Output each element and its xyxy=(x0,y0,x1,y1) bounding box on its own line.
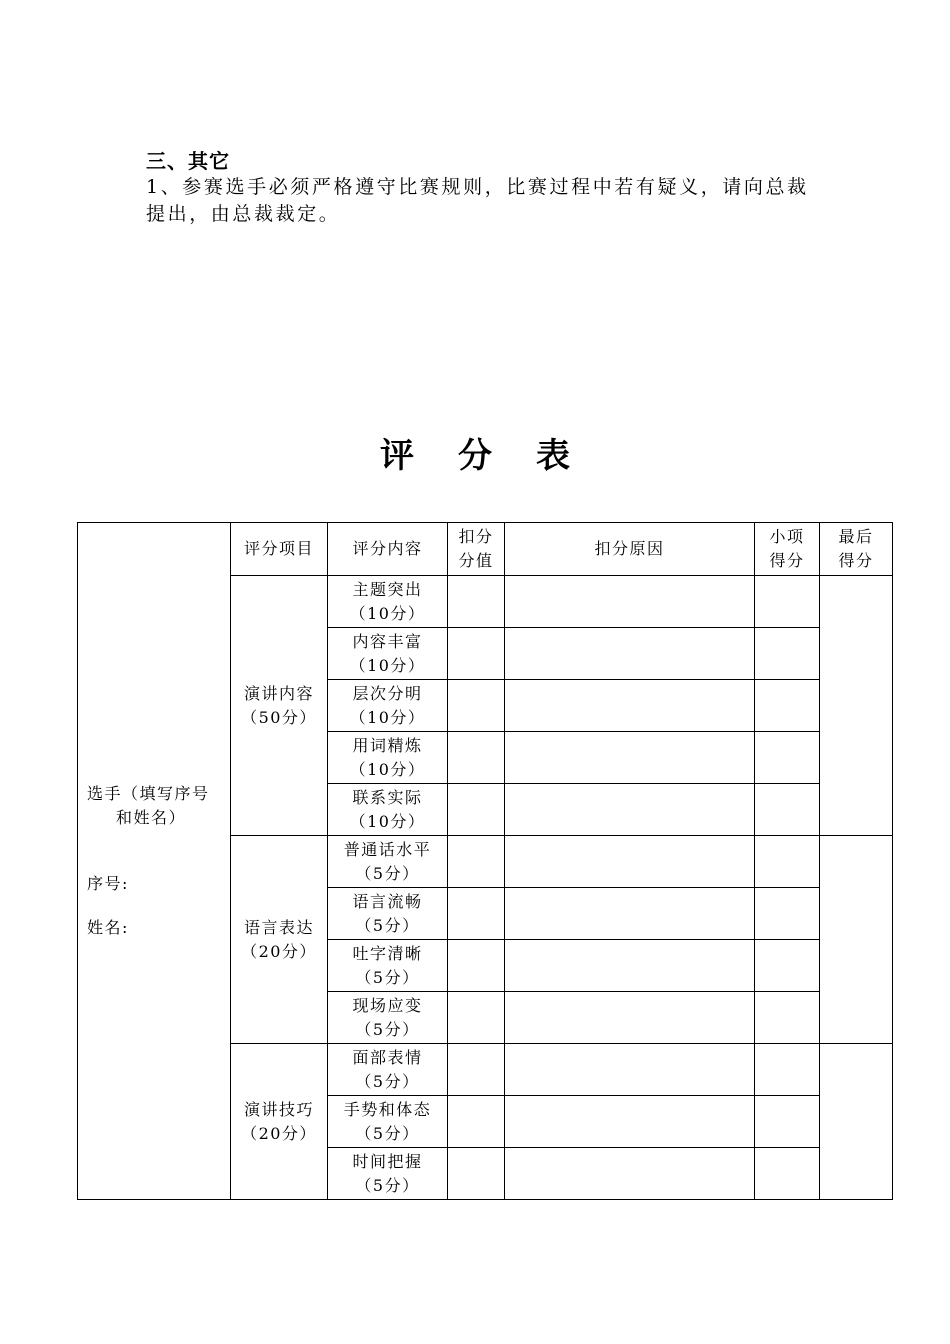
sub-score-cell[interactable] xyxy=(755,628,820,680)
title-char: 表 xyxy=(536,436,570,476)
group-item-cell: 演讲内容 （50分） xyxy=(231,576,328,836)
player-info-cell[interactable] xyxy=(78,523,231,1200)
deduct-value-cell[interactable] xyxy=(448,992,505,1044)
sub-score-cell[interactable] xyxy=(755,940,820,992)
deduct-value-cell[interactable] xyxy=(448,1096,505,1148)
criterion-cell: 手势和体态 （5分） xyxy=(328,1096,448,1148)
deduct-value-cell[interactable] xyxy=(448,888,505,940)
deduct-value-cell[interactable] xyxy=(448,680,505,732)
sub-score-cell[interactable] xyxy=(755,784,820,836)
score-table xyxy=(77,522,893,1200)
header-deduct-value: 扣分 分值 xyxy=(448,523,505,576)
sub-score-cell[interactable] xyxy=(755,1096,820,1148)
deduct-value-cell[interactable] xyxy=(448,1044,505,1096)
page-title xyxy=(0,428,950,477)
deduct-value-cell[interactable] xyxy=(448,784,505,836)
deduct-reason-cell[interactable] xyxy=(505,576,755,628)
section-heading: 三、其它 xyxy=(146,149,230,173)
sub-score-cell[interactable] xyxy=(755,1044,820,1096)
deduct-value-cell[interactable] xyxy=(448,836,505,888)
deduct-reason-cell[interactable] xyxy=(505,732,755,784)
title-char: 评 xyxy=(380,436,414,476)
deduct-reason-cell[interactable] xyxy=(505,784,755,836)
header-deduct-reason: 扣分原因 xyxy=(505,523,755,576)
header-item: 评分项目 xyxy=(231,523,328,576)
deduct-reason-cell[interactable] xyxy=(505,1044,755,1096)
criterion-cell: 时间把握 （5分） xyxy=(328,1148,448,1200)
group-item-cell: 语言表达 （20分） xyxy=(231,836,328,1044)
sub-score-cell[interactable] xyxy=(755,732,820,784)
sub-score-cell[interactable] xyxy=(755,576,820,628)
criterion-cell: 现场应变 （5分） xyxy=(328,992,448,1044)
player-label: 选手（填写序号 xyxy=(87,784,210,803)
header-sub-score: 小项 得分 xyxy=(755,523,820,576)
deduct-value-cell[interactable] xyxy=(448,576,505,628)
final-score-cell[interactable] xyxy=(820,1044,893,1200)
deduct-reason-cell[interactable] xyxy=(505,628,755,680)
deduct-reason-cell[interactable] xyxy=(505,940,755,992)
final-score-cell[interactable] xyxy=(820,576,893,836)
group-item-cell: 演讲技巧 （20分） xyxy=(231,1044,328,1200)
final-score-cell[interactable] xyxy=(820,836,893,1044)
criterion-cell: 普通话水平 （5分） xyxy=(328,836,448,888)
deduct-reason-cell[interactable] xyxy=(505,1148,755,1200)
seq-label: 序号: xyxy=(87,874,129,893)
deduct-reason-cell[interactable] xyxy=(505,888,755,940)
criterion-cell: 用词精炼 （10分） xyxy=(328,732,448,784)
sub-score-cell[interactable] xyxy=(755,1148,820,1200)
criterion-cell: 主题突出 （10分） xyxy=(328,576,448,628)
criterion-cell: 内容丰富 （10分） xyxy=(328,628,448,680)
deduct-value-cell[interactable] xyxy=(448,1148,505,1200)
sub-score-cell[interactable] xyxy=(755,992,820,1044)
deduct-reason-cell[interactable] xyxy=(505,992,755,1044)
name-label: 姓名: xyxy=(87,918,129,937)
deduct-value-cell[interactable] xyxy=(448,628,505,680)
sub-score-cell[interactable] xyxy=(755,888,820,940)
sub-score-cell[interactable] xyxy=(755,836,820,888)
header-row xyxy=(78,523,893,576)
header-content: 评分内容 xyxy=(328,523,448,576)
criterion-cell: 面部表情 （5分） xyxy=(328,1044,448,1096)
section-other xyxy=(146,148,826,228)
criterion-cell: 吐字清晰 （5分） xyxy=(328,940,448,992)
deduct-reason-cell[interactable] xyxy=(505,1096,755,1148)
criterion-cell: 语言流畅 （5分） xyxy=(328,888,448,940)
header-final-score: 最后 得分 xyxy=(820,523,893,576)
deduct-value-cell[interactable] xyxy=(448,940,505,992)
title-char: 分 xyxy=(458,436,492,476)
section-paragraph: 1、参赛选手必须严格遵守比赛规则，比赛过程中若有疑义，请向总裁提出，由总裁裁定。 xyxy=(146,176,809,225)
criterion-cell: 层次分明 （10分） xyxy=(328,680,448,732)
criterion-cell: 联系实际 （10分） xyxy=(328,784,448,836)
player-label-2: 和姓名） xyxy=(116,808,187,827)
deduct-reason-cell[interactable] xyxy=(505,680,755,732)
deduct-value-cell[interactable] xyxy=(448,732,505,784)
deduct-reason-cell[interactable] xyxy=(505,836,755,888)
sub-score-cell[interactable] xyxy=(755,680,820,732)
